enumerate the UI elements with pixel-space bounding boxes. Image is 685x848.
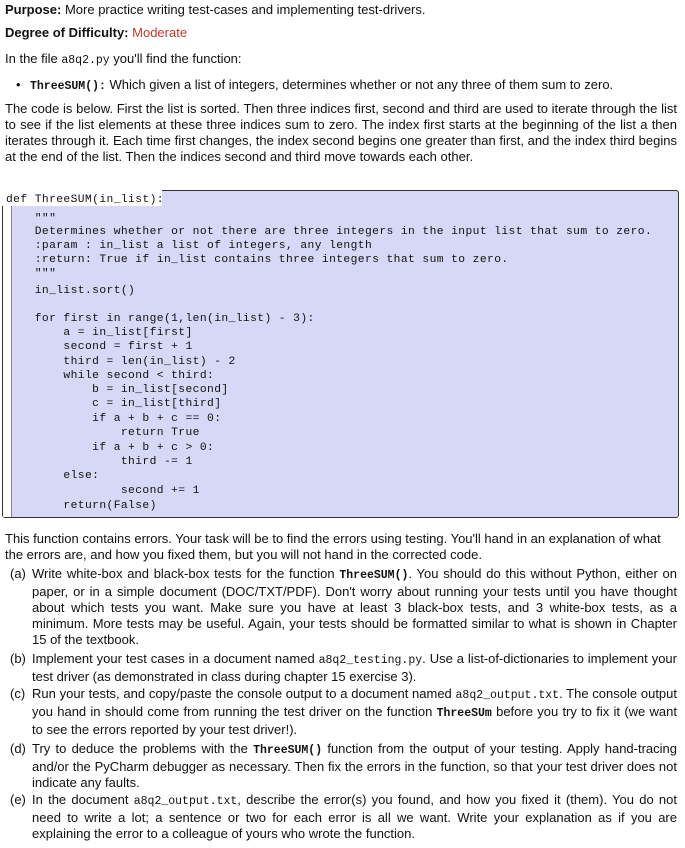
code-line: """ [6,268,57,280]
task-text-part: . You should do this without Python, either on paper, or in a simple document (DOC/TXT/PDF). Don't worry about running your tests until you have thought about which tests you want. Make sure you have at least 3 black-box tests, and 3 white-box tests, as a minimum. More tests may be useful. Again, your tests should be formatted similar to what is shown in Chapter 15 of the textbook. [32,566,677,647]
task-label: (d) [10,741,26,756]
code-line: second += 1 [6,485,200,497]
task-text-part: In the document [32,792,134,807]
task-text-part: before you try to fix it (we want to see the errors reported by your test driver!). [32,704,677,737]
code-line: b = in_list[second] [6,384,229,396]
code-line: if a + b + c == 0: [6,413,222,425]
task-text-part: Write white-box and black-box tests for the function [32,566,340,581]
code-line: """ [6,213,57,225]
task-text-part: ThreeSUM() [339,569,409,582]
code-line: :return: True if in_list contains three integers that sum to zero. [6,254,509,266]
task-label: (c) [10,686,26,701]
code-line: third = len(in_list) - 2 [6,356,236,368]
task-label: (a) [10,566,26,581]
description: The code is below. First the list is sorted. Then three indices first, second and third are used to iterate through the list to see if the list elements at these three indices sum to zero. The index first starts at the beginning of the list a then iterates through it. Each time first changes, the index second begins one greater than first, and the index third begins at the end of the list. Then the indices second and third move towards each other. [5,101,677,164]
intro-file: a8q2.py [61,54,110,67]
task-text-part: a8q2_output.txt [455,689,560,702]
task-text-part: function from the output of your testing. Apply hand-tracing and/or the PyCharm debugger as necessary. Then fix the errors in the function, so that your test driver does not indicate any faults. [32,741,677,790]
task-text [32,686,677,738]
code-line: third -= 1 [6,456,193,468]
task-label: (e) [10,792,26,807]
difficulty-value: Moderate [132,25,188,40]
task-label: (b) [10,651,26,666]
purpose-text: More practice writing test-cases and implementing test-drivers. [64,2,426,17]
task-text [32,792,677,842]
code-line: for first in range(1,len(in_list) - 3): [6,313,315,325]
code-line: c = in_list[third] [6,398,222,410]
difficulty-line [5,25,677,41]
code-line: :param : in_list a list of integers, any length [6,240,373,252]
difficulty-label: Degree of Difficulty: [5,25,129,40]
code-line: while second < third: [6,370,215,382]
task-text [32,566,677,648]
code-line: Determines whether or not there are three integers in the input list that sum to zero. [6,226,653,238]
task-text [32,651,677,685]
intro-line [5,51,677,69]
task-text [32,741,677,791]
task-text-part: ThreeSUm [436,707,492,720]
task-text-part: a8q2_testing.py [318,654,423,667]
code-line: def ThreeSUM(in_list): [6,194,164,206]
bullet-text: Which given a list of integers, determines whether or not any three of them sum to zero. [105,77,614,92]
task-text-part: ThreeSUM() [253,744,323,757]
task-text-part: . Use a list-of-dictionaries to implement your test driver (as demonstrated in class during chapter 15 exercise 3). [32,651,677,684]
code-line: return True [6,427,200,439]
intro-before: In the file [5,51,62,66]
code-line: if a + b + c > 0: [6,442,215,454]
purpose-label: Purpose: [5,2,62,17]
purpose-line [5,2,677,18]
task-text-part: . The console output you hand in should come from running the test driver on the function [32,686,677,719]
function-bullet [16,77,676,95]
code-line: a = in_list[first] [6,327,193,339]
bullet-dot-icon: • [16,77,21,92]
code-line: second = first + 1 [6,341,193,353]
task-text-part: a8q2_output.txt [133,795,238,808]
code-line: in_list.sort() [6,285,136,297]
code-line: return(False) [6,500,157,512]
task-text-part: Run your tests, and copy/paste the console output to a document named [32,686,456,701]
task-text-part: Try to deduce the problems with the [32,741,254,756]
intro-after: you'll find the function: [109,51,242,66]
task-text-part: , describe the error(s) you found, and how you fixed it (them). You do not need to write a lot; a sentence or two for each error is all we want. Write your explanation as if you are explaining the error to a colleague of yours who wrote the function. [32,792,677,841]
code-line: else: [6,470,100,482]
task-text-part: Implement your test cases in a document named [32,651,319,666]
bullet-function: ThreeSUM(): [30,80,106,93]
task-intro: This function contains errors. Your task will be to find the errors using testing. You'll hand in an explanation of what the errors are, and how you fixed them, but you will not hand in the corrected code. [5,531,661,562]
